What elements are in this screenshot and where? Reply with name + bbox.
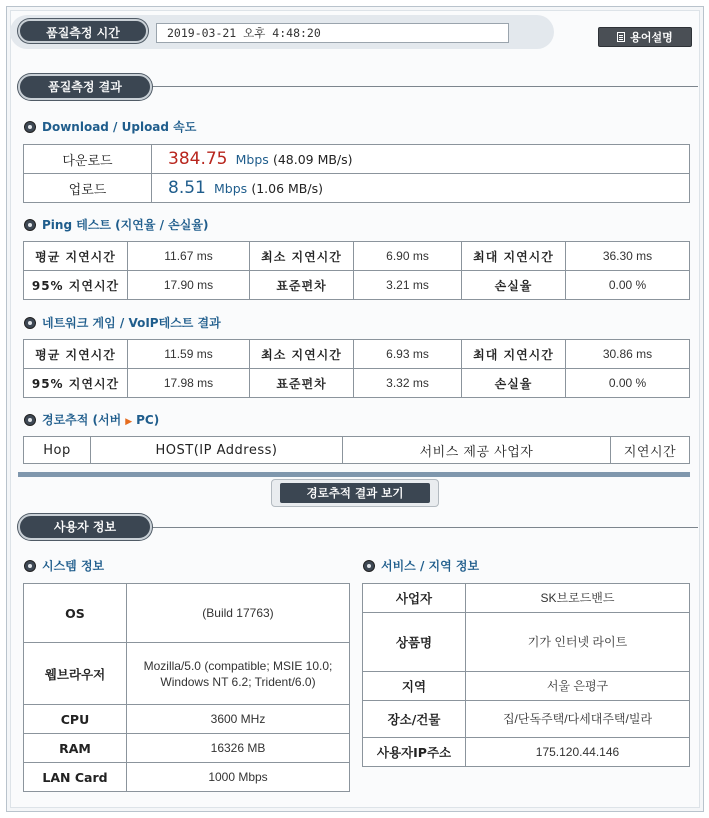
arrow-right-icon: ▶ [125,417,133,427]
bullet-icon [363,560,375,572]
service-row-product [363,613,690,672]
game-std-value: 3.32 ms [354,369,462,398]
user-section-divider [150,527,698,528]
trace-heading-prefix: 경로추적 (서버 [42,413,122,427]
service-row-ip [363,738,690,767]
download-mb: (48.09 MB/s) [272,152,353,167]
service-row-provider [363,584,690,613]
ping-max-label: 최대 지연시간 [462,242,566,271]
game-heading [24,315,221,331]
bullet-icon [24,121,36,133]
system-heading [24,558,104,574]
service-building-value: 집/단독주택/다세대주택/빌라 [466,701,690,738]
game-min-label: 최소 지연시간 [250,340,354,369]
ping-avg-label: 평균 지연시간 [24,242,128,271]
system-lan-label: LAN Card [24,763,127,792]
game-std-label: 표준편차 [250,369,354,398]
ping-loss-value: 0.00 % [566,271,690,300]
system-browser-value: Mozilla/5.0 (compatible; MSIE 10.0; Windows NT 6.2; Trident/6.0) [127,643,350,705]
system-table [23,583,350,792]
download-value: 384.75 [168,149,228,169]
system-ram-label: RAM [24,734,127,763]
ping-heading [24,217,208,233]
game-row-2 [24,369,690,398]
game-loss-label: 손실율 [462,369,566,398]
ping-table [23,241,690,300]
ping-min-label: 최소 지연시간 [250,242,354,271]
ping-row-2 [24,271,690,300]
system-row-cpu [24,705,350,734]
ping-p95-label: 95% 지연시간 [24,271,128,300]
trace-col-provider: 서비스 제공 사업자 [343,437,611,464]
trace-col-host: HOST(IP Address) [91,437,343,464]
upload-unit: Mbps [214,181,248,196]
game-loss-value: 0.00 % [566,369,690,398]
trace-heading-suffix: PC) [136,413,160,427]
download-row [24,145,690,174]
service-product-label: 상품명 [363,613,466,672]
ping-heading-text: Ping 테스트 (지연율 / 손실율) [42,218,209,232]
result-section-title: 품질측정 결과 [18,74,152,100]
game-p95-label: 95% 지연시간 [24,369,128,398]
document-icon [617,32,625,42]
service-ip-value: 175.120.44.146 [466,738,690,767]
game-avg-value: 11.59 ms [128,340,250,369]
trace-col-latency: 지연시간 [611,437,690,464]
download-label: 다운로드 [24,145,152,174]
game-row-1 [24,340,690,369]
system-row-ram [24,734,350,763]
service-row-building [363,701,690,738]
upload-value: 8.51 [168,178,206,198]
measurement-time-value: 2019-03-21 오후 4:48:20 [156,23,509,43]
upload-mb: (1.06 MB/s) [251,181,323,196]
trace-heading [24,412,159,428]
upload-row [24,174,690,203]
system-os-value: (Build 17763) [127,584,350,643]
service-row-region [363,672,690,701]
system-browser-label: 웹브라우저 [24,643,127,705]
trace-divider [18,472,690,477]
glossary-button[interactable] [598,27,692,47]
bullet-icon [24,560,36,572]
trace-col-hop: Hop [24,437,91,464]
speed-heading [24,119,196,135]
speed-table [23,144,690,203]
measurement-time-bar [10,15,554,49]
trace-table [23,436,690,464]
system-heading-text: 시스템 정보 [42,559,105,573]
game-avg-label: 평균 지연시간 [24,340,128,369]
system-cpu-value: 3600 MHz [127,705,350,734]
trace-result-button-label: 경로추적 결과 보기 [280,483,430,503]
trace-result-button[interactable] [271,479,439,507]
upload-label: 업로드 [24,174,152,203]
download-unit: Mbps [235,152,269,167]
speed-heading-text: Download / Upload 속도 [42,120,197,134]
ping-std-label: 표준편차 [250,271,354,300]
upload-cell [152,174,690,203]
trace-header-row [24,437,690,464]
user-section-title: 사용자 정보 [18,514,152,540]
game-table [23,339,690,398]
service-provider-value: SK브로드밴드 [466,584,690,613]
ping-row-1 [24,242,690,271]
result-section-divider [150,86,698,87]
ping-min-value: 6.90 ms [354,242,462,271]
system-row-lan [24,763,350,792]
download-cell [152,145,690,174]
service-region-label: 지역 [363,672,466,701]
service-ip-label: 사용자IP주소 [363,738,466,767]
service-product-value: 기가 인터넷 라이트 [466,613,690,672]
measurement-time-label: 품질측정 시간 [18,19,148,43]
ping-std-value: 3.21 ms [354,271,462,300]
system-ram-value: 16326 MB [127,734,350,763]
game-max-label: 최대 지연시간 [462,340,566,369]
service-table [362,583,690,767]
service-heading-text: 서비스 / 지역 정보 [381,559,480,573]
system-row-os [24,584,350,643]
game-heading-text: 네트워크 게임 / VoIP테스트 결과 [42,316,221,330]
service-provider-label: 사업자 [363,584,466,613]
bullet-icon [24,219,36,231]
glossary-button-label: 용어설명 [630,31,673,44]
system-cpu-label: CPU [24,705,127,734]
ping-p95-value: 17.90 ms [128,271,250,300]
game-min-value: 6.93 ms [354,340,462,369]
bullet-icon [24,414,36,426]
system-lan-value: 1000 Mbps [127,763,350,792]
ping-loss-label: 손실율 [462,271,566,300]
bullet-icon [24,317,36,329]
system-row-browser [24,643,350,705]
game-p95-value: 17.98 ms [128,369,250,398]
service-region-value: 서울 은평구 [466,672,690,701]
service-heading [363,558,479,574]
system-os-label: OS [24,584,127,643]
game-max-value: 30.86 ms [566,340,690,369]
ping-max-value: 36.30 ms [566,242,690,271]
ping-avg-value: 11.67 ms [128,242,250,271]
service-building-label: 장소/건물 [363,701,466,738]
